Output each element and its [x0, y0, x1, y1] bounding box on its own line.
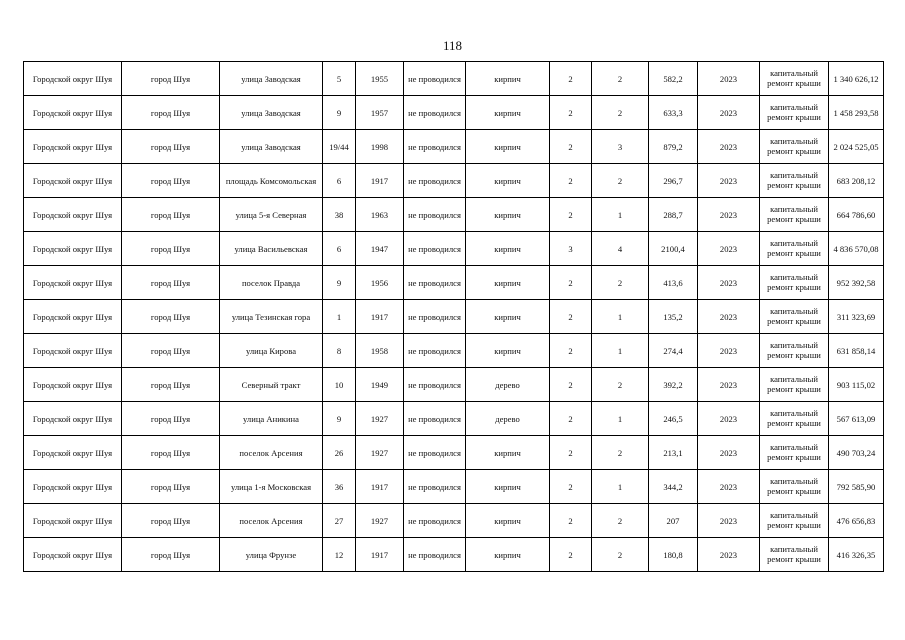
- entrances-cell: 2: [592, 436, 649, 470]
- floors-cell: 2: [550, 62, 592, 96]
- area-cell: 879,2: [649, 130, 698, 164]
- street-cell: улица Аникина: [220, 402, 323, 436]
- plan-year-cell: 2023: [698, 504, 760, 538]
- street-cell: улица Тезинская гора: [220, 300, 323, 334]
- city-cell: город Шуя: [122, 504, 220, 538]
- works-type-cell: капитальный ремонт крыши: [760, 62, 829, 96]
- build-year-cell: 1955: [356, 62, 404, 96]
- works-type-cell: капитальный ремонт крыши: [760, 368, 829, 402]
- floors-cell: 2: [550, 538, 592, 572]
- district-cell: Городской округ Шуя: [24, 130, 122, 164]
- house-number-cell: 26: [323, 436, 356, 470]
- plan-year-cell: 2023: [698, 198, 760, 232]
- last-repair-cell: не проводился: [404, 232, 466, 266]
- city-cell: город Шуя: [122, 300, 220, 334]
- works-type-cell: капитальный ремонт крыши: [760, 436, 829, 470]
- build-year-cell: 1947: [356, 232, 404, 266]
- district-cell: Городской округ Шуя: [24, 62, 122, 96]
- works-type-cell: капитальный ремонт крыши: [760, 504, 829, 538]
- wall-material-cell: кирпич: [466, 130, 550, 164]
- district-cell: Городской округ Шуя: [24, 470, 122, 504]
- works-type-cell: капитальный ремонт крыши: [760, 402, 829, 436]
- city-cell: город Шуя: [122, 538, 220, 572]
- district-cell: Городской округ Шуя: [24, 504, 122, 538]
- cost-cell: 792 585,90: [829, 470, 884, 504]
- district-cell: Городской округ Шуя: [24, 96, 122, 130]
- cost-cell: 4 836 570,08: [829, 232, 884, 266]
- table-body: [24, 62, 884, 572]
- wall-material-cell: кирпич: [466, 538, 550, 572]
- works-type-cell: капитальный ремонт крыши: [760, 538, 829, 572]
- street-cell: улица Кирова: [220, 334, 323, 368]
- wall-material-cell: кирпич: [466, 334, 550, 368]
- last-repair-cell: не проводился: [404, 164, 466, 198]
- build-year-cell: 1917: [356, 470, 404, 504]
- table-row: [24, 470, 884, 504]
- district-cell: Городской округ Шуя: [24, 232, 122, 266]
- street-cell: улица 1-я Московская: [220, 470, 323, 504]
- floors-cell: 2: [550, 164, 592, 198]
- last-repair-cell: не проводился: [404, 368, 466, 402]
- table-row: [24, 334, 884, 368]
- last-repair-cell: не проводился: [404, 538, 466, 572]
- floors-cell: 2: [550, 334, 592, 368]
- cost-cell: 683 208,12: [829, 164, 884, 198]
- last-repair-cell: не проводился: [404, 436, 466, 470]
- floors-cell: 2: [550, 266, 592, 300]
- last-repair-cell: не проводился: [404, 130, 466, 164]
- street-cell: улица Заводская: [220, 130, 323, 164]
- cost-cell: 490 703,24: [829, 436, 884, 470]
- house-number-cell: 6: [323, 232, 356, 266]
- entrances-cell: 2: [592, 504, 649, 538]
- cost-cell: 1 458 293,58: [829, 96, 884, 130]
- last-repair-cell: не проводился: [404, 402, 466, 436]
- page-number: 118: [442, 38, 463, 53]
- area-cell: 296,7: [649, 164, 698, 198]
- entrances-cell: 1: [592, 198, 649, 232]
- last-repair-cell: не проводился: [404, 334, 466, 368]
- district-cell: Городской округ Шуя: [24, 436, 122, 470]
- entrances-cell: 1: [592, 334, 649, 368]
- district-cell: Городской округ Шуя: [24, 368, 122, 402]
- last-repair-cell: не проводился: [404, 470, 466, 504]
- table-row: [24, 300, 884, 334]
- plan-year-cell: 2023: [698, 300, 760, 334]
- house-number-cell: 9: [323, 402, 356, 436]
- build-year-cell: 1963: [356, 198, 404, 232]
- wall-material-cell: дерево: [466, 368, 550, 402]
- wall-material-cell: кирпич: [466, 300, 550, 334]
- table-row: [24, 402, 884, 436]
- street-cell: улица Заводская: [220, 62, 323, 96]
- wall-material-cell: дерево: [466, 402, 550, 436]
- house-number-cell: 9: [323, 266, 356, 300]
- floors-cell: 2: [550, 96, 592, 130]
- wall-material-cell: кирпич: [466, 62, 550, 96]
- district-cell: Городской округ Шуя: [24, 266, 122, 300]
- works-type-cell: капитальный ремонт крыши: [760, 300, 829, 334]
- plan-year-cell: 2023: [698, 62, 760, 96]
- house-number-cell: 6: [323, 164, 356, 198]
- district-cell: Городской округ Шуя: [24, 164, 122, 198]
- house-number-cell: 36: [323, 470, 356, 504]
- housing-repair-table: [23, 61, 884, 572]
- table-row: [24, 164, 884, 198]
- entrances-cell: 2: [592, 368, 649, 402]
- wall-material-cell: кирпич: [466, 436, 550, 470]
- last-repair-cell: не проводился: [404, 62, 466, 96]
- wall-material-cell: кирпич: [466, 504, 550, 538]
- last-repair-cell: не проводился: [404, 504, 466, 538]
- entrances-cell: 2: [592, 62, 649, 96]
- last-repair-cell: не проводился: [404, 300, 466, 334]
- city-cell: город Шуя: [122, 436, 220, 470]
- build-year-cell: 1949: [356, 368, 404, 402]
- last-repair-cell: не проводился: [404, 96, 466, 130]
- district-cell: Городской округ Шуя: [24, 334, 122, 368]
- build-year-cell: 1917: [356, 300, 404, 334]
- city-cell: город Шуя: [122, 62, 220, 96]
- floors-cell: 2: [550, 436, 592, 470]
- works-type-cell: капитальный ремонт крыши: [760, 198, 829, 232]
- wall-material-cell: кирпич: [466, 470, 550, 504]
- cost-cell: 2 024 525,05: [829, 130, 884, 164]
- house-number-cell: 9: [323, 96, 356, 130]
- entrances-cell: 4: [592, 232, 649, 266]
- district-cell: Городской округ Шуя: [24, 300, 122, 334]
- plan-year-cell: 2023: [698, 96, 760, 130]
- table-row: [24, 538, 884, 572]
- plan-year-cell: 2023: [698, 334, 760, 368]
- floors-cell: 3: [550, 232, 592, 266]
- plan-year-cell: 2023: [698, 130, 760, 164]
- last-repair-cell: не проводился: [404, 198, 466, 232]
- works-type-cell: капитальный ремонт крыши: [760, 470, 829, 504]
- entrances-cell: 2: [592, 96, 649, 130]
- city-cell: город Шуя: [122, 266, 220, 300]
- cost-cell: 416 326,35: [829, 538, 884, 572]
- plan-year-cell: 2023: [698, 266, 760, 300]
- plan-year-cell: 2023: [698, 232, 760, 266]
- build-year-cell: 1957: [356, 96, 404, 130]
- house-number-cell: 10: [323, 368, 356, 402]
- table-row: [24, 198, 884, 232]
- street-cell: поселок Арсения: [220, 504, 323, 538]
- entrances-cell: 2: [592, 538, 649, 572]
- city-cell: город Шуя: [122, 198, 220, 232]
- plan-year-cell: 2023: [698, 470, 760, 504]
- street-cell: поселок Правда: [220, 266, 323, 300]
- table-row: [24, 232, 884, 266]
- house-number-cell: 5: [323, 62, 356, 96]
- plan-year-cell: 2023: [698, 402, 760, 436]
- cost-cell: 952 392,58: [829, 266, 884, 300]
- table-row: [24, 266, 884, 300]
- floors-cell: 2: [550, 368, 592, 402]
- table-row: [24, 130, 884, 164]
- area-cell: 207: [649, 504, 698, 538]
- build-year-cell: 1927: [356, 504, 404, 538]
- city-cell: город Шуя: [122, 164, 220, 198]
- entrances-cell: 2: [592, 164, 649, 198]
- floors-cell: 2: [550, 130, 592, 164]
- floors-cell: 2: [550, 470, 592, 504]
- entrances-cell: 1: [592, 470, 649, 504]
- plan-year-cell: 2023: [698, 538, 760, 572]
- district-cell: Городской округ Шуя: [24, 198, 122, 232]
- cost-cell: 903 115,02: [829, 368, 884, 402]
- house-number-cell: 19/44: [323, 130, 356, 164]
- area-cell: 288,7: [649, 198, 698, 232]
- house-number-cell: 1: [323, 300, 356, 334]
- works-type-cell: капитальный ремонт крыши: [760, 232, 829, 266]
- city-cell: город Шуя: [122, 232, 220, 266]
- city-cell: город Шуя: [122, 402, 220, 436]
- street-cell: улица Заводская: [220, 96, 323, 130]
- floors-cell: 2: [550, 198, 592, 232]
- house-number-cell: 27: [323, 504, 356, 538]
- cost-cell: 311 323,69: [829, 300, 884, 334]
- city-cell: город Шуя: [122, 470, 220, 504]
- entrances-cell: 2: [592, 266, 649, 300]
- area-cell: 180,8: [649, 538, 698, 572]
- city-cell: город Шуя: [122, 368, 220, 402]
- build-year-cell: 1927: [356, 402, 404, 436]
- cost-cell: 567 613,09: [829, 402, 884, 436]
- district-cell: Городской округ Шуя: [24, 538, 122, 572]
- build-year-cell: 1917: [356, 538, 404, 572]
- entrances-cell: 1: [592, 300, 649, 334]
- area-cell: 582,2: [649, 62, 698, 96]
- cost-cell: 631 858,14: [829, 334, 884, 368]
- street-cell: улица Васильевская: [220, 232, 323, 266]
- cost-cell: 476 656,83: [829, 504, 884, 538]
- table-row: [24, 62, 884, 96]
- area-cell: 213,1: [649, 436, 698, 470]
- area-cell: 413,6: [649, 266, 698, 300]
- street-cell: улица Фрунзе: [220, 538, 323, 572]
- cost-cell: 664 786,60: [829, 198, 884, 232]
- district-cell: Городской округ Шуя: [24, 402, 122, 436]
- wall-material-cell: кирпич: [466, 266, 550, 300]
- floors-cell: 2: [550, 504, 592, 538]
- street-cell: площадь Комсомольская: [220, 164, 323, 198]
- city-cell: город Шуя: [122, 130, 220, 164]
- entrances-cell: 1: [592, 402, 649, 436]
- works-type-cell: капитальный ремонт крыши: [760, 266, 829, 300]
- house-number-cell: 8: [323, 334, 356, 368]
- house-number-cell: 12: [323, 538, 356, 572]
- last-repair-cell: не проводился: [404, 266, 466, 300]
- build-year-cell: 1958: [356, 334, 404, 368]
- build-year-cell: 1917: [356, 164, 404, 198]
- house-number-cell: 38: [323, 198, 356, 232]
- build-year-cell: 1998: [356, 130, 404, 164]
- wall-material-cell: кирпич: [466, 164, 550, 198]
- plan-year-cell: 2023: [698, 436, 760, 470]
- wall-material-cell: кирпич: [466, 232, 550, 266]
- city-cell: город Шуя: [122, 334, 220, 368]
- wall-material-cell: кирпич: [466, 96, 550, 130]
- works-type-cell: капитальный ремонт крыши: [760, 334, 829, 368]
- plan-year-cell: 2023: [698, 164, 760, 198]
- works-type-cell: капитальный ремонт крыши: [760, 164, 829, 198]
- floors-cell: 2: [550, 402, 592, 436]
- entrances-cell: 3: [592, 130, 649, 164]
- table-row: [24, 504, 884, 538]
- street-cell: поселок Арсения: [220, 436, 323, 470]
- table-row: [24, 368, 884, 402]
- area-cell: 344,2: [649, 470, 698, 504]
- area-cell: 633,3: [649, 96, 698, 130]
- works-type-cell: капитальный ремонт крыши: [760, 96, 829, 130]
- build-year-cell: 1927: [356, 436, 404, 470]
- street-cell: улица 5-я Северная: [220, 198, 323, 232]
- build-year-cell: 1956: [356, 266, 404, 300]
- area-cell: 274,4: [649, 334, 698, 368]
- area-cell: 135,2: [649, 300, 698, 334]
- area-cell: 246,5: [649, 402, 698, 436]
- plan-year-cell: 2023: [698, 368, 760, 402]
- street-cell: Северный тракт: [220, 368, 323, 402]
- table-row: [24, 436, 884, 470]
- area-cell: 2100,4: [649, 232, 698, 266]
- city-cell: город Шуя: [122, 96, 220, 130]
- table-row: [24, 96, 884, 130]
- wall-material-cell: кирпич: [466, 198, 550, 232]
- area-cell: 392,2: [649, 368, 698, 402]
- works-type-cell: капитальный ремонт крыши: [760, 130, 829, 164]
- floors-cell: 2: [550, 300, 592, 334]
- cost-cell: 1 340 626,12: [829, 62, 884, 96]
